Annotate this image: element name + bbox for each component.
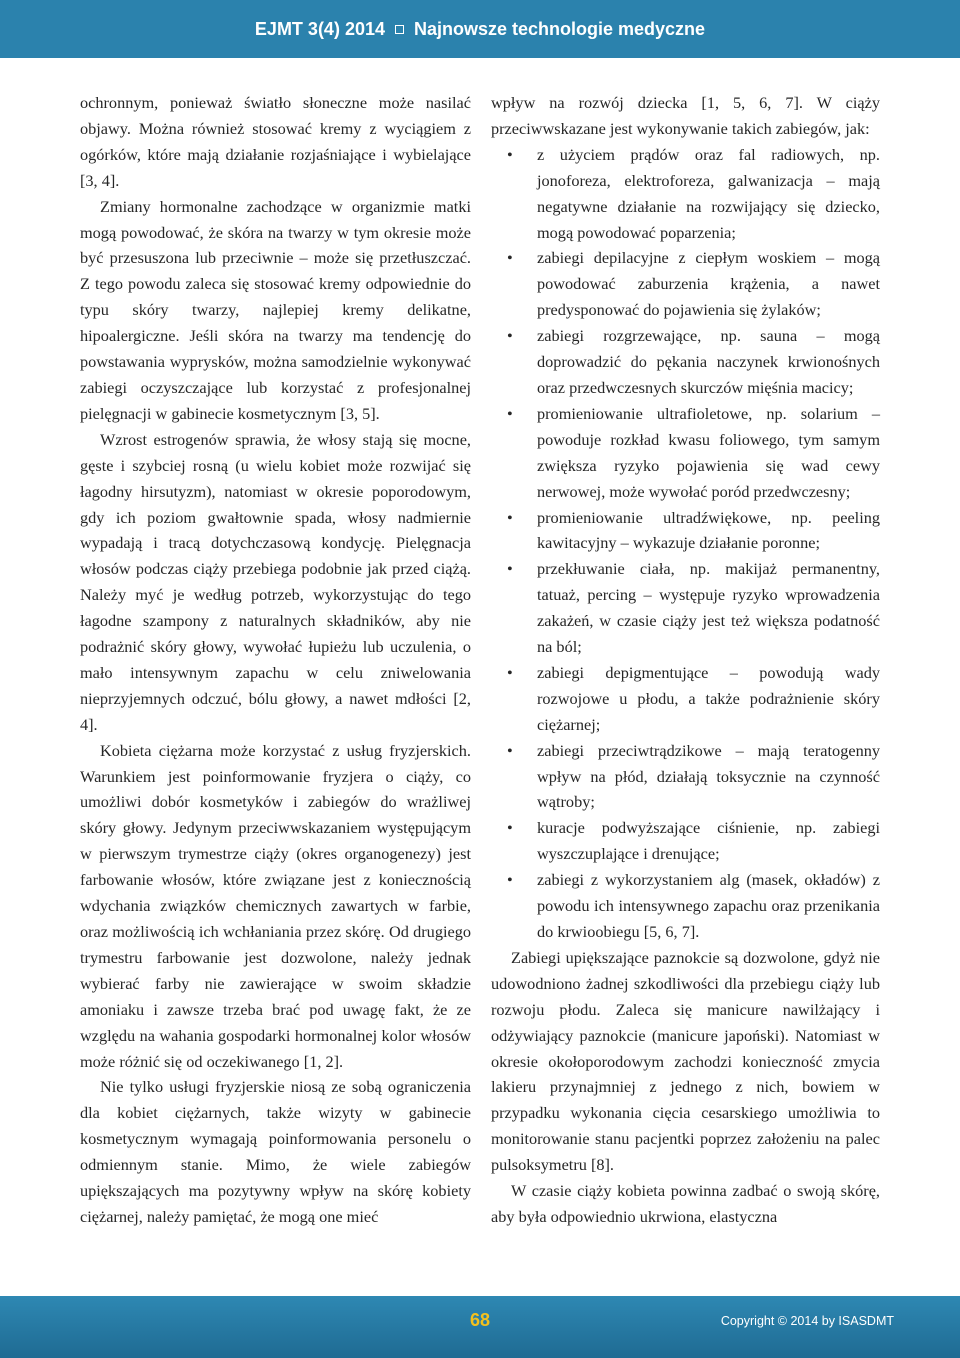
- list-item: • zabiegi rozgrzewające, np. sauna – mogą doprowadzić do pękania naczynek krwionośnych oraz przedwczesnych skurczów mięśnia macicy;: [491, 323, 880, 401]
- paragraph: Wzrost estrogenów sprawia, że włosy stają się mocne, gęste i szybciej rosną (u wielu kobiet może rozwijać się łagodny hirsutyzm), natomiast w okresie poporodowym, gdy ich poziom gwałtownie spada, włosy nadmiernie wypadają i tracą dotychczasową kondycję. Pielęgnacja włosów podczas ciąży przebiega podobnie jak przed ciążą. Należy myć je według potrzeb, wykorzystując do tego łagodne szampony z naturalnych składników, aby nie podrażnić skóry głowy, wywołać łupieżu lub uczulenia, o mało intensywnym zapachu w celu zniwelowania nieprzyjemnych odczuć, bólu głowy, a nawet mdłości [2, 4].: [80, 429, 471, 734]
- list-item: • promieniowanie ultradźwiękowe, np. peeling kawitacyjny – wykazuje działanie poronne;: [491, 505, 880, 557]
- paragraph: Kobieta ciężarna może korzystać z usług fryzjerskich. Warunkiem jest poinformowanie fryzjera o ciąży, co umożliwi dobór kosmetyków i zabiegów do wrażliwej skóry głowy. Jedynym przeciwwskazaniem występującym w pierwszym trymestrze ciąży (okres organogenezy) jest farbowanie włosów, które związane jest z koniecznością wdychania związków chemicznych zawartych w farbie, oraz możliwością ich wchłaniania przez skórę. Od drugiego trymestru farbowanie jest dozwolone, należy jednak wybierać farby nie zawierające w swoim składzie amoniaku i zawsze trzeba brać pod uwagę fakt, że ze względu na wahania gospodarki hormonalnej kolor włosów może różnić się od oczekiwanego [1, 2].: [80, 740, 471, 1071]
- journal-header: [0, 0, 960, 58]
- list-item: • z użyciem prądów oraz fal radiowych, np. jonoforeza, elektroforeza, galwanizacja – mają negatywne działanie na rozwijający się dziecko, mogą powodować poparzenia;: [491, 142, 880, 246]
- paragraph: Nie tylko usługi fryzjerskie niosą ze sobą ograniczenia dla kobiet ciężarnych, także wizyty w gabinecie kosmetycznym wymagają poinformowania personelu o odmiennym stanie. Mimo, że wiele zabiegów upiększających ma pozytywny wpływ na skórę kobiety ciężarnej, należy pamiętać, że mogą one mieć: [80, 1077, 471, 1226]
- paragraph: wpływ na rozwój dziecka [1, 5, 6, 7]. W ciąży przeciwwskazane jest wykonywanie takich zabiegów, jak:: [491, 93, 880, 138]
- list-item: • zabiegi z wykorzystaniem alg (masek, okładów) z powodu ich intensywnego zapachu oraz przenikania do krwioobiegu [5, 6, 7].: [491, 867, 880, 945]
- paragraph: W czasie ciąży kobieta powinna zadbać o swoją skórę, aby była odpowiednio ukrwiona, elastyczna: [491, 1181, 880, 1226]
- list-item: • promieniowanie ultrafioletowe, np. solarium – powoduje rozkład kwasu foliowego, tym samym zwiększa ryzyko pojawienia się wad cewy nerwowej, może wywołać poród przedwczesny;: [491, 401, 880, 505]
- copyright-notice: Copyright © 2014 by ISASDMT: [720, 1314, 894, 1328]
- paragraph: Zmiany hormonalne zachodzące w organizmie matki mogą powodować, że skóra na twarzy w tym okresie może być przesuszona lub przeciwnie – może się przetłuszczać. Z tego powodu zaleca się stosować kremy odpowiednie do typu skóry twarzy, najlepiej kremy delikatne, hipoalergiczne. Jeśli skóra na twarzy ma tendencję do powstawania wyprysków, można samodzielnie wykonywać zabiegi oczyszczające lub korzystać z profesjonalnej pielęgnacji w gabinecie kosmetycznym [3, 5].: [80, 196, 471, 423]
- section-title: Najnowsze technologie medyczne: [413, 18, 706, 39]
- list-item: • zabiegi depigmentujące – powodują wady rozwojowe u płodu, a także podrażnienie skóry ciężarnej;: [491, 660, 880, 738]
- contraindications-list: [491, 142, 880, 945]
- list-item: • zabiegi przeciwtrądzikowe – mają teratogenny wpływ na płód, działają toksycznie na czynność wątroby;: [491, 738, 880, 816]
- left-column: [80, 90, 471, 1230]
- journal-title: EJMT 3(4) 2014: [254, 18, 385, 39]
- page-footer: [0, 1296, 960, 1358]
- list-item: • zabiegi depilacyjne z ciepłym woskiem – mogą powodować zaburzenia krążenia, a nawet predysponować do pojawienia się żylaków;: [491, 245, 880, 323]
- paragraph: Zabiegi upiększające paznokcie są dozwolone, gdyż nie udowodniono żadnej szkodliwości dla przebiegu ciąży lub rozwoju płodu. Zaleca się manicure nawilżający i odżywiający paznokcie (manicure japoński). Natomiast w okresie okołoporodowym zachodzi konieczność zmycia lakieru przynajmniej z jednego z nich, bowiem w przypadku wykonania cięcia cesarskiego umożliwia to monitorowanie stanu pacjentki poprzez założeniu na palec pulsoksymetru [8].: [491, 947, 880, 1175]
- paragraph: ochronnym, ponieważ światło słoneczne może nasilać objawy. Można również stosować kremy z wyciągiem z ogórków, które mają działanie rozjaśniające i wybielające [3, 4].: [80, 93, 471, 190]
- page-number: 68: [469, 1310, 491, 1330]
- right-column: [491, 90, 880, 1230]
- list-item: • kuracje podwyższające ciśnienie, np. zabiegi wyszczuplające i drenujące;: [491, 815, 880, 867]
- list-item: • przekłuwanie ciała, np. makijaż permanentny, tatuaż, percing – występuje ryzyko wprowadzenia zakażeń, w czasie ciąży jest też większa podatność na ból;: [491, 556, 880, 660]
- separator-square-icon: [395, 25, 404, 34]
